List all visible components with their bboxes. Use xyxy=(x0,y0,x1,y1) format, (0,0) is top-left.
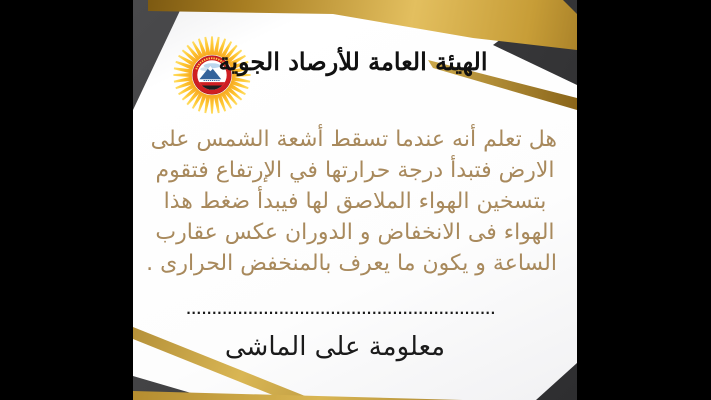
fact-line-3: بتسخين الهواء الملاصق لها فيبدأ ضغط هذا xyxy=(163,189,547,214)
dotted-divider: ............................................................ xyxy=(186,303,496,317)
authority-title: الهيئة العامة للأرصاد الجوية xyxy=(218,47,488,76)
footer-caption: معلومة على الماشى xyxy=(224,332,446,362)
fact-line-2: الارض فتبدأ درجة حرارتها في الإرتفاع فتقوم xyxy=(155,158,555,183)
fact-line-5: الساعة و يكون ما يعرف بالمنخفض الحرارى . xyxy=(146,251,557,276)
poster-card xyxy=(133,0,577,400)
fact-line-1: هل تعلم أنه عندما تسقط أشعة الشمس على xyxy=(150,127,557,152)
fact-line-4: الهواء فى الانخفاض و الدوران عكس عقارب xyxy=(155,220,555,245)
fact-paragraph xyxy=(146,124,557,279)
